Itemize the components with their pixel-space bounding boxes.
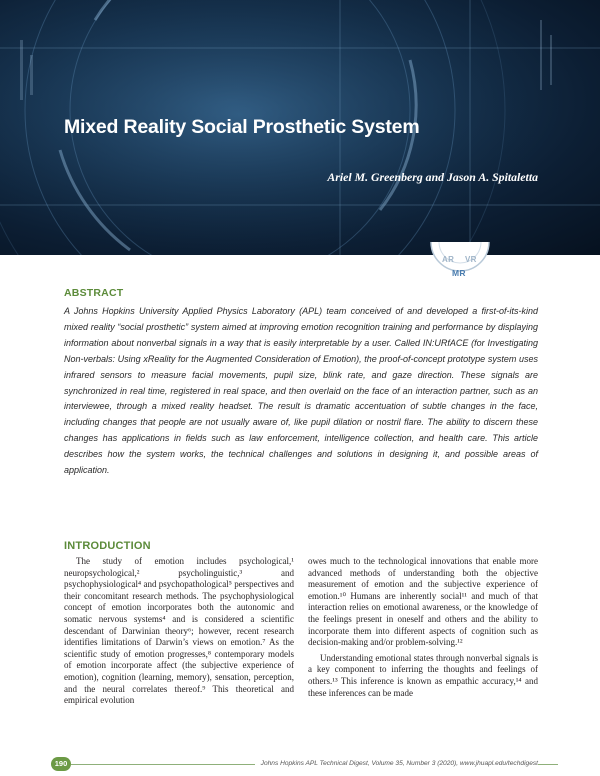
body-column-left [64,556,294,707]
badge-mr-label: MR [452,268,466,278]
header-banner [0,0,600,255]
abstract-body: A Johns Hopkins University Applied Physics Laboratory (APL) team conceived of and developed a first-of-its-kind mixed reality “social prosthetic” system aimed at improving emotion recognition training and performance by displaying information about nonverbal signals in a way that is easily interpretable by a user. Called IN:URfACE (for Investigating Non-verbals: Using xReality for the Augmented Consideration of Emotion), the proof-of-concept prototype system uses infrared sensors to measure facial movements, pupil size, blink rate, and gaze direction. These signals are synchronized in real time, registered in real space, and then overlaid on the face of an interaction partner, such as an interviewee, through a mixed reality headset. The result is dramatic accentuation of subtle changes in the face, including changes that people are not usually aware of, like pupil dilation or nostril flare. The ability to discern these changes has applications in fields such as law enforcement, intelligence collection, and health care. This article describes how the system works, the technical challenges and solutions in designing it, and possible areas of application. [64,306,538,476]
footer-citation: Johns Hopkins APL Technical Digest, Volume 35, Number 3 (2020), www.jhuapl.edu/techdigest [255,757,538,771]
badge-vr-label: VR [465,255,477,264]
abstract-heading: ABSTRACT [64,287,124,299]
introduction-heading: INTRODUCTION [64,540,151,552]
article-authors: Ariel M. Greenberg and Jason A. Spitaletta [327,170,538,184]
page-number: 190 [51,757,71,771]
mixed-reality-badge [427,234,493,280]
badge-ar-label: AR [442,255,455,264]
intro-paragraph-continued: owes much to the technological innovations that enable more advanced methods of understanding both the objective measurement of emotion and the subjective experience of emotion.¹⁰ Humans are inherently social¹¹ and much of that interaction relies on emotional awareness, or the knowledge of the feelings present in oneself and others and the ability to incorporate them into different aspects of cognition such as decision-making and/or problem-solving.¹² [308,556,538,648]
article-title: Mixed Reality Social Prosthetic System [64,116,420,138]
intro-paragraph-2: Understanding emotional states through nonverbal signals is a key component to inferring the thoughts and feelings of others.¹³ This inference is known as empathic accuracy,¹⁴ and these inferences can be made [308,652,538,698]
body-column-right [308,556,538,699]
intro-paragraph-1: The study of emotion includes psychological,¹ neuropsychological,² psycholinguistic,³ and psychophysiological⁴ and psychopathological⁵ perspectives and their concomitant research methods. The psychophysiological concept of emotion incorporates both the autonomic and somatic nervous systems⁴ and is considered a scientific descendant of Darwinian theory⁶; however, recent research identifies limitations of Darwin’s views on emotion.⁷ As the scientific study of emotion progresses,⁸ contemporary models of emotion incorporate affect (the subjective experience of emotion), cognition (learning, memory), sensation, perception, and the neural correlates thereof.⁹ This theoretical and empirical evolution [64,556,294,706]
